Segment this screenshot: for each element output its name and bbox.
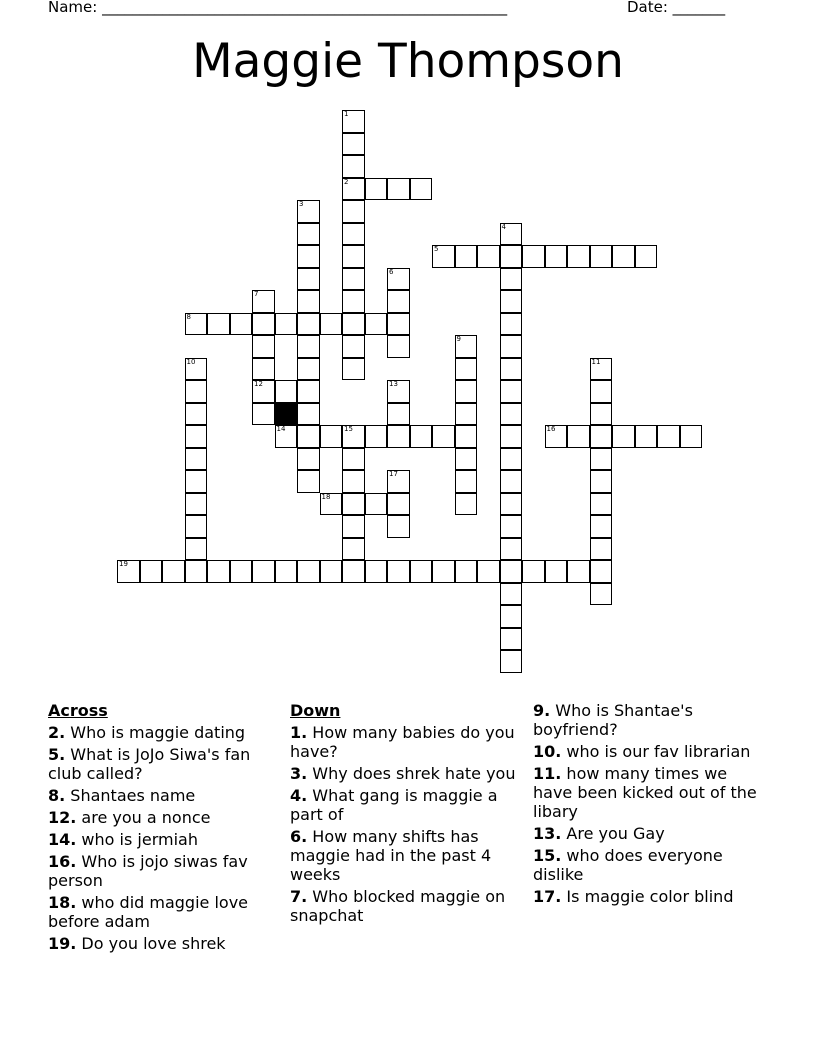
grid-cell[interactable] xyxy=(387,313,410,336)
grid-cell[interactable] xyxy=(500,425,523,448)
clue-number-label: 17. xyxy=(533,887,562,906)
grid-cell[interactable] xyxy=(297,560,320,583)
grid-cell[interactable] xyxy=(297,470,320,493)
clue-text: How many babies do you have? xyxy=(290,723,515,761)
clue-number-label: 18. xyxy=(48,893,77,912)
clue-text: who is our fav librarian xyxy=(561,742,751,761)
page-title: Maggie Thompson xyxy=(192,34,624,89)
grid-cell[interactable] xyxy=(252,358,275,381)
grid-cell[interactable] xyxy=(320,560,343,583)
grid-cell[interactable] xyxy=(252,313,275,336)
grid-cell[interactable] xyxy=(657,425,680,448)
grid-cell[interactable] xyxy=(297,425,320,448)
grid-cell[interactable] xyxy=(365,313,388,336)
grid-cell[interactable] xyxy=(117,560,140,583)
clue-text: How many shifts has maggie had in the past 4 weeks xyxy=(290,827,492,884)
grid-cell[interactable] xyxy=(500,313,523,336)
clue-text: are you a nonce xyxy=(76,808,211,827)
grid-cell[interactable] xyxy=(297,245,320,268)
grid-cell[interactable] xyxy=(387,178,410,201)
grid-cell[interactable] xyxy=(477,245,500,268)
grid-cell[interactable] xyxy=(387,290,410,313)
clue-text: What gang is maggie a part of xyxy=(290,786,498,824)
grid-cell[interactable] xyxy=(342,200,365,223)
grid-cell[interactable] xyxy=(252,290,275,313)
grid-cell[interactable] xyxy=(230,313,253,336)
grid-cell[interactable] xyxy=(207,313,230,336)
grid-cell[interactable] xyxy=(342,335,365,358)
grid-cell[interactable] xyxy=(140,560,163,583)
clue-number: 2 xyxy=(344,177,349,186)
grid-cell[interactable] xyxy=(387,403,410,426)
grid-cell[interactable] xyxy=(455,470,478,493)
grid-cell[interactable] xyxy=(410,560,433,583)
grid-cell[interactable] xyxy=(567,560,590,583)
across-clue xyxy=(48,852,278,890)
clue-number: 11 xyxy=(591,357,601,366)
clue-text: Who blocked maggie on snapchat xyxy=(290,887,506,925)
grid-cell[interactable] xyxy=(545,245,568,268)
clue-number: 10 xyxy=(186,357,196,366)
grid-cell[interactable] xyxy=(320,493,343,516)
clue-text: how many times we have been kicked out of the libary xyxy=(533,764,757,821)
grid-cell[interactable] xyxy=(365,560,388,583)
grid-cell[interactable] xyxy=(252,403,275,426)
grid-cell[interactable] xyxy=(365,178,388,201)
grid-cell[interactable] xyxy=(275,425,298,448)
grid-cell[interactable] xyxy=(590,358,613,381)
grid-cell[interactable] xyxy=(455,380,478,403)
grid-cell[interactable] xyxy=(342,313,365,336)
grid-cell[interactable] xyxy=(590,380,613,403)
clue-number: 16 xyxy=(546,425,556,433)
clue-number-label: 8. xyxy=(48,786,66,805)
grid-cell[interactable] xyxy=(342,470,365,493)
grid-cell[interactable] xyxy=(590,425,613,448)
clue-number-label: 6. xyxy=(290,827,308,846)
clue-number-label: 5. xyxy=(48,745,66,764)
clue-number-label: 4. xyxy=(290,786,308,805)
grid-cell[interactable] xyxy=(297,223,320,246)
down-clue xyxy=(290,887,520,925)
grid-cell[interactable] xyxy=(522,560,545,583)
grid-cell[interactable] xyxy=(297,200,320,223)
grid-cell[interactable] xyxy=(387,560,410,583)
clue-text: What is JoJo Siwa's fan club called? xyxy=(48,745,251,783)
clue-number-label: 9. xyxy=(533,701,551,720)
grid-cell[interactable] xyxy=(297,403,320,426)
grid-cell[interactable] xyxy=(342,290,365,313)
grid-cell[interactable] xyxy=(387,470,410,493)
grid-cell[interactable] xyxy=(342,358,365,381)
clue-number-label: 11. xyxy=(533,764,562,783)
clue-number: 6 xyxy=(389,267,394,276)
clue-number: 7 xyxy=(254,290,259,298)
clue-text: Shantaes name xyxy=(65,786,196,805)
grid-cell[interactable] xyxy=(410,178,433,201)
down-heading: Down xyxy=(290,701,341,720)
across-clue xyxy=(48,934,278,953)
grid-cell[interactable] xyxy=(590,448,613,471)
grid-cell[interactable] xyxy=(342,223,365,246)
clue-number-label: 13. xyxy=(533,824,562,843)
grid-cell[interactable] xyxy=(252,380,275,403)
clue-text: Is maggie color blind xyxy=(561,887,734,906)
clue-number: 19 xyxy=(119,560,128,568)
grid-cell[interactable] xyxy=(387,335,410,358)
down-clue xyxy=(290,827,520,884)
grid-cell[interactable] xyxy=(297,448,320,471)
grid-cell[interactable] xyxy=(320,425,343,448)
grid-cell[interactable] xyxy=(387,380,410,403)
grid-cell[interactable] xyxy=(612,245,635,268)
grid-cell[interactable] xyxy=(500,493,523,516)
grid-cell[interactable] xyxy=(590,515,613,538)
grid-cell[interactable] xyxy=(500,290,523,313)
grid-cell[interactable] xyxy=(500,403,523,426)
clue-number-label: 19. xyxy=(48,934,77,953)
down-clue xyxy=(290,723,520,761)
grid-cell[interactable] xyxy=(342,155,365,178)
grid-cell[interactable] xyxy=(342,425,365,448)
grid-cell[interactable] xyxy=(612,425,635,448)
grid-cell[interactable] xyxy=(185,448,208,471)
down-clue xyxy=(290,786,520,824)
down-clue xyxy=(533,846,763,884)
grid-cell[interactable] xyxy=(185,560,208,583)
grid-cell[interactable] xyxy=(185,493,208,516)
date-field[interactable]: Date: _______ xyxy=(627,0,726,16)
grid-cell[interactable] xyxy=(185,403,208,426)
grid-cell[interactable] xyxy=(342,268,365,291)
grid-cell[interactable] xyxy=(432,245,455,268)
grid-cell[interactable] xyxy=(500,268,523,291)
grid-cell[interactable] xyxy=(252,335,275,358)
grid-cell[interactable] xyxy=(252,560,275,583)
clue-text: who is jermiah xyxy=(76,830,198,849)
clue-number-label: 15. xyxy=(533,846,562,865)
grid-cell[interactable] xyxy=(365,493,388,516)
grid-cell[interactable] xyxy=(342,448,365,471)
clue-number-label: 3. xyxy=(290,764,308,783)
grid-cell[interactable] xyxy=(567,245,590,268)
name-field[interactable]: Name: ______________________________________________________ xyxy=(48,0,508,16)
clue-text: who does everyone dislike xyxy=(533,846,723,884)
grid-cell[interactable] xyxy=(590,583,613,606)
grid-cell[interactable] xyxy=(500,358,523,381)
clue-text: Who is maggie dating xyxy=(65,723,246,742)
grid-cell[interactable] xyxy=(342,538,365,561)
grid-cell[interactable] xyxy=(342,245,365,268)
grid-cell[interactable] xyxy=(410,425,433,448)
clue-text: Who is Shantae's boyfriend? xyxy=(533,701,693,739)
clue-number: 14 xyxy=(276,425,286,433)
grid-cell[interactable] xyxy=(342,178,365,201)
grid-cell[interactable] xyxy=(455,245,478,268)
grid-cell[interactable] xyxy=(297,290,320,313)
grid-cell[interactable] xyxy=(297,358,320,381)
grid-cell[interactable] xyxy=(455,358,478,381)
across-clue xyxy=(48,808,278,827)
grid-cell[interactable] xyxy=(185,313,208,336)
grid-cell[interactable] xyxy=(387,268,410,291)
down-clue xyxy=(533,887,763,906)
clue-text: Who is jojo siwas fav person xyxy=(48,852,248,890)
grid-cell[interactable] xyxy=(500,650,523,673)
clue-number: 17 xyxy=(389,470,398,478)
grid-cell[interactable] xyxy=(500,223,523,246)
clue-number: 12 xyxy=(254,380,263,388)
grid-cell[interactable] xyxy=(230,560,253,583)
grid-cell[interactable] xyxy=(297,313,320,336)
across-clue xyxy=(48,786,278,805)
grid-cell[interactable] xyxy=(455,335,478,358)
grid-cell[interactable] xyxy=(635,245,658,268)
grid-cell[interactable] xyxy=(590,245,613,268)
grid-cell[interactable] xyxy=(342,560,365,583)
across-clue xyxy=(48,723,278,742)
blocked-cell xyxy=(275,403,298,426)
grid-cell[interactable] xyxy=(500,560,523,583)
grid-cell[interactable] xyxy=(500,380,523,403)
grid-cell[interactable] xyxy=(680,425,703,448)
grid-cell[interactable] xyxy=(207,560,230,583)
grid-cell[interactable] xyxy=(590,470,613,493)
grid-cell[interactable] xyxy=(500,583,523,606)
grid-cell[interactable] xyxy=(297,335,320,358)
grid-cell[interactable] xyxy=(545,560,568,583)
across-heading: Across xyxy=(48,701,108,720)
grid-cell[interactable] xyxy=(342,133,365,156)
down-clues-col1 xyxy=(290,701,520,925)
grid-cell[interactable] xyxy=(477,560,500,583)
grid-cell[interactable] xyxy=(297,268,320,291)
clue-number: 4 xyxy=(501,222,506,231)
grid-cell[interactable] xyxy=(500,335,523,358)
clue-number: 18 xyxy=(321,492,331,501)
clue-text: Do you love shrek xyxy=(76,934,226,953)
clue-number: 8 xyxy=(186,312,191,321)
clue-number-label: 16. xyxy=(48,852,77,871)
down-clue xyxy=(533,701,763,739)
grid-cell[interactable] xyxy=(455,403,478,426)
grid-cell[interactable] xyxy=(162,560,185,583)
grid-cell[interactable] xyxy=(432,425,455,448)
grid-cell[interactable] xyxy=(297,380,320,403)
grid-cell[interactable] xyxy=(567,425,590,448)
down-clues-col2 xyxy=(533,701,763,906)
grid-cell[interactable] xyxy=(185,470,208,493)
grid-cell[interactable] xyxy=(455,448,478,471)
clue-number: 15 xyxy=(344,425,353,433)
across-clue xyxy=(48,830,278,849)
clue-number-label: 12. xyxy=(48,808,77,827)
grid-cell[interactable] xyxy=(275,380,298,403)
grid-cell[interactable] xyxy=(500,470,523,493)
grid-cell[interactable] xyxy=(500,245,523,268)
grid-cell[interactable] xyxy=(635,425,658,448)
grid-cell[interactable] xyxy=(500,448,523,471)
grid-cell[interactable] xyxy=(522,245,545,268)
clue-number-label: 14. xyxy=(48,830,77,849)
grid-cell[interactable] xyxy=(365,425,388,448)
down-clue xyxy=(533,824,763,843)
down-clue xyxy=(533,742,763,761)
grid-cell[interactable] xyxy=(500,628,523,651)
grid-cell[interactable] xyxy=(590,560,613,583)
clue-number-label: 2. xyxy=(48,723,66,742)
grid-cell[interactable] xyxy=(590,493,613,516)
grid-cell[interactable] xyxy=(320,313,343,336)
grid-cell[interactable] xyxy=(387,425,410,448)
clue-number: 13 xyxy=(389,380,398,388)
grid-cell[interactable] xyxy=(185,538,208,561)
grid-cell[interactable] xyxy=(590,538,613,561)
grid-cell[interactable] xyxy=(342,110,365,133)
grid-cell[interactable] xyxy=(545,425,568,448)
grid-cell[interactable] xyxy=(185,515,208,538)
across-clues xyxy=(48,701,278,953)
clue-number: 9 xyxy=(456,335,461,343)
grid-cell[interactable] xyxy=(342,515,365,538)
grid-cell[interactable] xyxy=(185,380,208,403)
grid-cell[interactable] xyxy=(275,560,298,583)
grid-cell[interactable] xyxy=(342,493,365,516)
clue-number: 5 xyxy=(434,245,439,253)
grid-cell[interactable] xyxy=(455,425,478,448)
down-clue xyxy=(533,764,763,821)
grid-cell[interactable] xyxy=(387,493,410,516)
grid-cell[interactable] xyxy=(387,515,410,538)
grid-cell[interactable] xyxy=(500,605,523,628)
grid-cell[interactable] xyxy=(185,425,208,448)
clue-number-label: 10. xyxy=(533,742,562,761)
grid-cell[interactable] xyxy=(275,313,298,336)
grid-cell[interactable] xyxy=(432,560,455,583)
grid-cell[interactable] xyxy=(185,358,208,381)
clue-number: 3 xyxy=(299,200,304,208)
grid-cell[interactable] xyxy=(455,560,478,583)
grid-cell[interactable] xyxy=(500,515,523,538)
clue-text: Why does shrek hate you xyxy=(307,764,516,783)
across-clue xyxy=(48,745,278,783)
down-clue xyxy=(290,764,520,783)
clue-text: Are you Gay xyxy=(561,824,665,843)
clue-number-label: 1. xyxy=(290,723,308,742)
clue-text: who did maggie love before adam xyxy=(48,893,248,931)
clue-number: 1 xyxy=(344,110,349,118)
grid-cell[interactable] xyxy=(500,538,523,561)
clue-number-label: 7. xyxy=(290,887,308,906)
grid-cell[interactable] xyxy=(590,403,613,426)
grid-cell[interactable] xyxy=(455,493,478,516)
across-clue xyxy=(48,893,278,931)
